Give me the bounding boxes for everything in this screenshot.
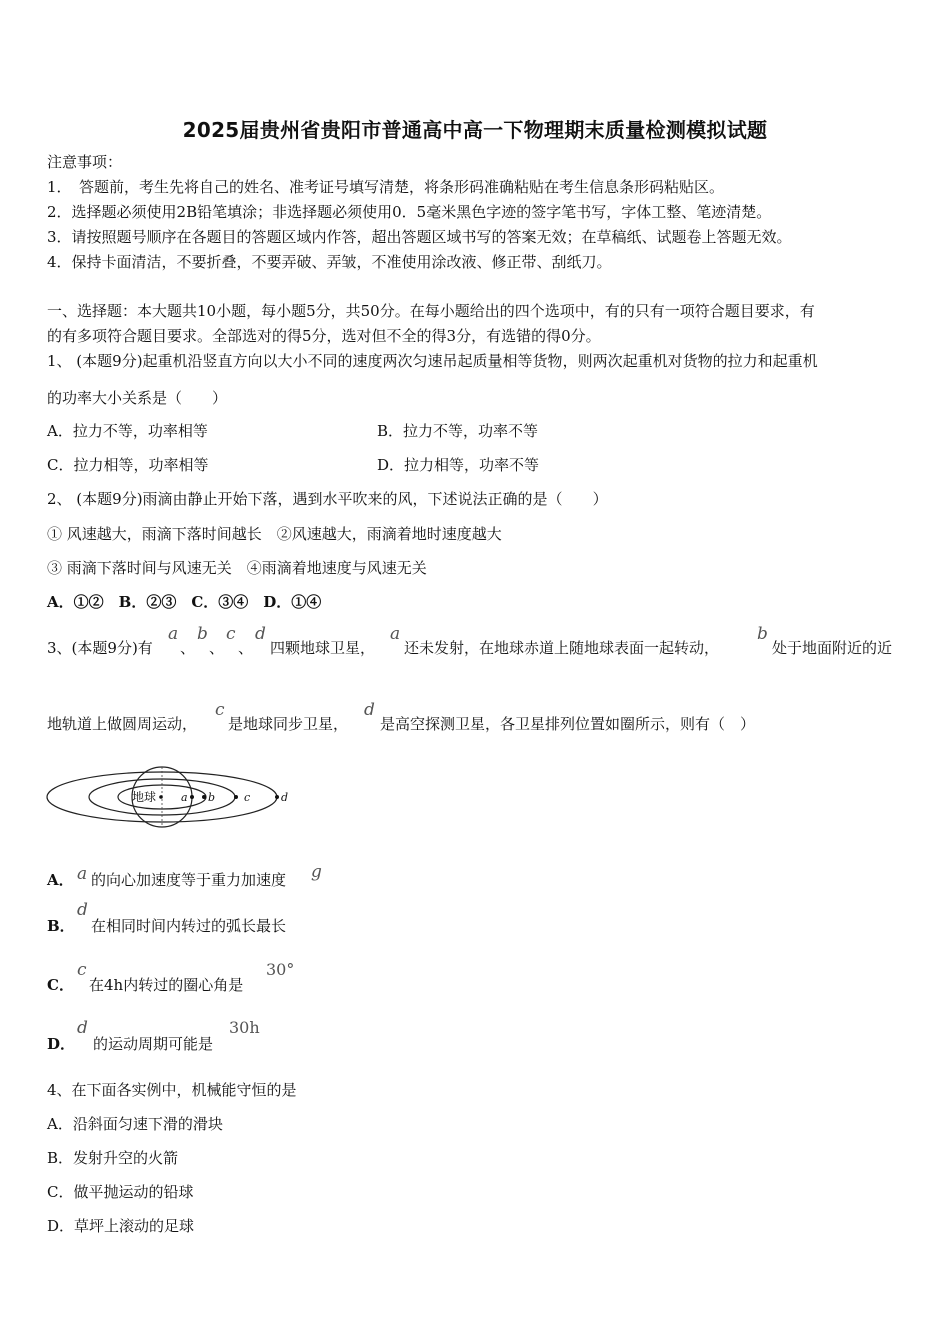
satellite-a-dot	[190, 795, 194, 799]
satellite-a-label: a	[181, 791, 188, 804]
q2-statement-1: ① 风速越大，雨滴下落时间越长 ②风速越大，雨滴着地时速度越大	[47, 525, 502, 543]
satellite-b-dot	[202, 795, 206, 799]
earth-center-dot	[159, 795, 163, 799]
q3-symbol-b: b	[197, 624, 208, 644]
q3-stem-part5: 地轨道上做圆周运动，	[47, 715, 198, 733]
q4-option-d: D．草坪上滚动的足球	[47, 1217, 195, 1235]
q3-symbol-b: b	[757, 624, 768, 644]
q3-option-b-label: B．	[47, 917, 75, 935]
q3-stem-part1: 3、(本题9分)有	[47, 639, 153, 657]
note-item: 1． 答题前，考生先将自己的姓名、准考证号填写清楚，将条形码准确粘贴在考生信息条形码粘贴区。	[47, 178, 725, 196]
q3-option-b-symbol: d	[77, 900, 88, 920]
q3-stem-part3: 还未发射，在地球赤道上随地球表面一起转动，	[404, 639, 720, 657]
q3-stem-part4: 处于地面附近的近	[772, 639, 893, 657]
q3-stem-part6: 是地球同步卫星，	[228, 715, 349, 733]
q4-option-c: C．做平抛运动的铅球	[47, 1183, 194, 1201]
q1-option-d: D．拉力相等，功率不等	[377, 456, 540, 474]
satellite-c-dot	[234, 795, 238, 799]
q1-stem-line2: 的功率大小关系是（ ）	[47, 389, 228, 407]
q4-option-b: B．发射升空的火箭	[47, 1149, 179, 1167]
q3-option-a-label: A．	[47, 871, 74, 889]
page-title: 2025届贵州省贵阳市普通高中高一下物理期末质量检测模拟试题	[182, 118, 768, 142]
satellite-d-label: d	[281, 791, 289, 804]
q4-stem: 4、在下面各实例中，机械能守恒的是	[47, 1081, 297, 1099]
q2-options: A．①② B．②③ C．③④ D．①④	[47, 593, 322, 611]
q3-option-b-text: 在相同时间内转过的弧长最长	[91, 917, 287, 935]
q3-stem-part2: 四颗地球卫星，	[270, 639, 376, 657]
satellite-orbit-diagram	[44, 766, 304, 836]
q3-separator: 、	[238, 639, 254, 657]
q3-option-c-value: 30°	[266, 960, 295, 979]
satellite-d-dot	[275, 795, 279, 799]
section-intro-line1: 一、选择题：本大题共10小题，每小题5分，共50分。在每小题给出的四个选项中，有的只有一项符合题目要求，有	[47, 302, 815, 320]
q3-option-d-text: 的运动周期可能是	[93, 1035, 214, 1053]
note-item: 3．请按照题号顺序在各题目的答题区域内作答，超出答题区域书写的答案无效；在草稿纸、试题卷上答题无效。	[47, 228, 792, 246]
q3-option-c-text: 在4h内转过的圈心角是	[89, 976, 244, 994]
satellite-b-label: b	[208, 791, 216, 804]
note-item: 4．保持卡面清洁，不要折叠，不要弄破、弄皱，不准使用涂改液、修正带、刮纸刀。	[47, 253, 612, 271]
q3-option-a-symbol: a	[77, 864, 88, 884]
earth-label: 地球	[132, 790, 157, 804]
q3-symbol-a: a	[168, 624, 179, 644]
q3-symbol-d: d	[364, 700, 375, 720]
q3-option-c-label: C．	[47, 976, 74, 994]
q3-option-a-text: 的向心加速度等于重力加速度	[91, 871, 287, 889]
q3-symbol-c: c	[215, 700, 225, 720]
q3-separator: 、	[180, 639, 196, 657]
q3-symbol-c: c	[226, 624, 236, 644]
q3-symbol-d: d	[255, 624, 266, 644]
q3-option-a-symbol-g: g	[311, 862, 322, 882]
q3-option-c-symbol: c	[77, 960, 87, 980]
q1-option-b: B．拉力不等，功率不等	[377, 422, 539, 440]
q2-stem: 2、 (本题9分)雨滴由静止开始下落，遇到水平吹来的风，下述说法正确的是（ ）	[47, 490, 608, 508]
q4-option-a: A．沿斜面匀速下滑的滑块	[47, 1115, 223, 1133]
q3-stem-part7: 是高空探测卫星，各卫星排列位置如圈所示，则有（ ）	[380, 715, 756, 733]
q3-option-d-label: D．	[47, 1035, 76, 1053]
q3-separator: 、	[209, 639, 225, 657]
q1-option-a: A．拉力不等，功率相等	[47, 422, 208, 440]
notes-heading: 注意事项：	[47, 153, 123, 171]
q1-option-c: C．拉力相等，功率相等	[47, 456, 209, 474]
q3-option-d-value: 30h	[229, 1018, 260, 1037]
q3-symbol-a: a	[390, 624, 401, 644]
satellite-c-label: c	[244, 791, 251, 804]
q1-stem-line1: 1、 (本题9分)起重机沿竖直方向以大小不同的速度两次匀速吊起质量相等货物，则两次起重机对货物的拉力和起重机	[47, 352, 818, 370]
note-item: 2．选择题必须使用2B铅笔填涂；非选择题必须使用0．5毫米黑色字迹的签字笔书写，字体工整、笔迹清楚。	[47, 203, 772, 221]
q3-option-d-symbol: d	[77, 1018, 88, 1038]
section-intro-line2: 的有多项符合题目要求。全部选对的得5分，选对但不全的得3分，有选错的得0分。	[47, 327, 601, 345]
q2-statement-2: ③ 雨滴下落时间与风速无关 ④雨滴着地速度与风速无关	[47, 559, 427, 577]
